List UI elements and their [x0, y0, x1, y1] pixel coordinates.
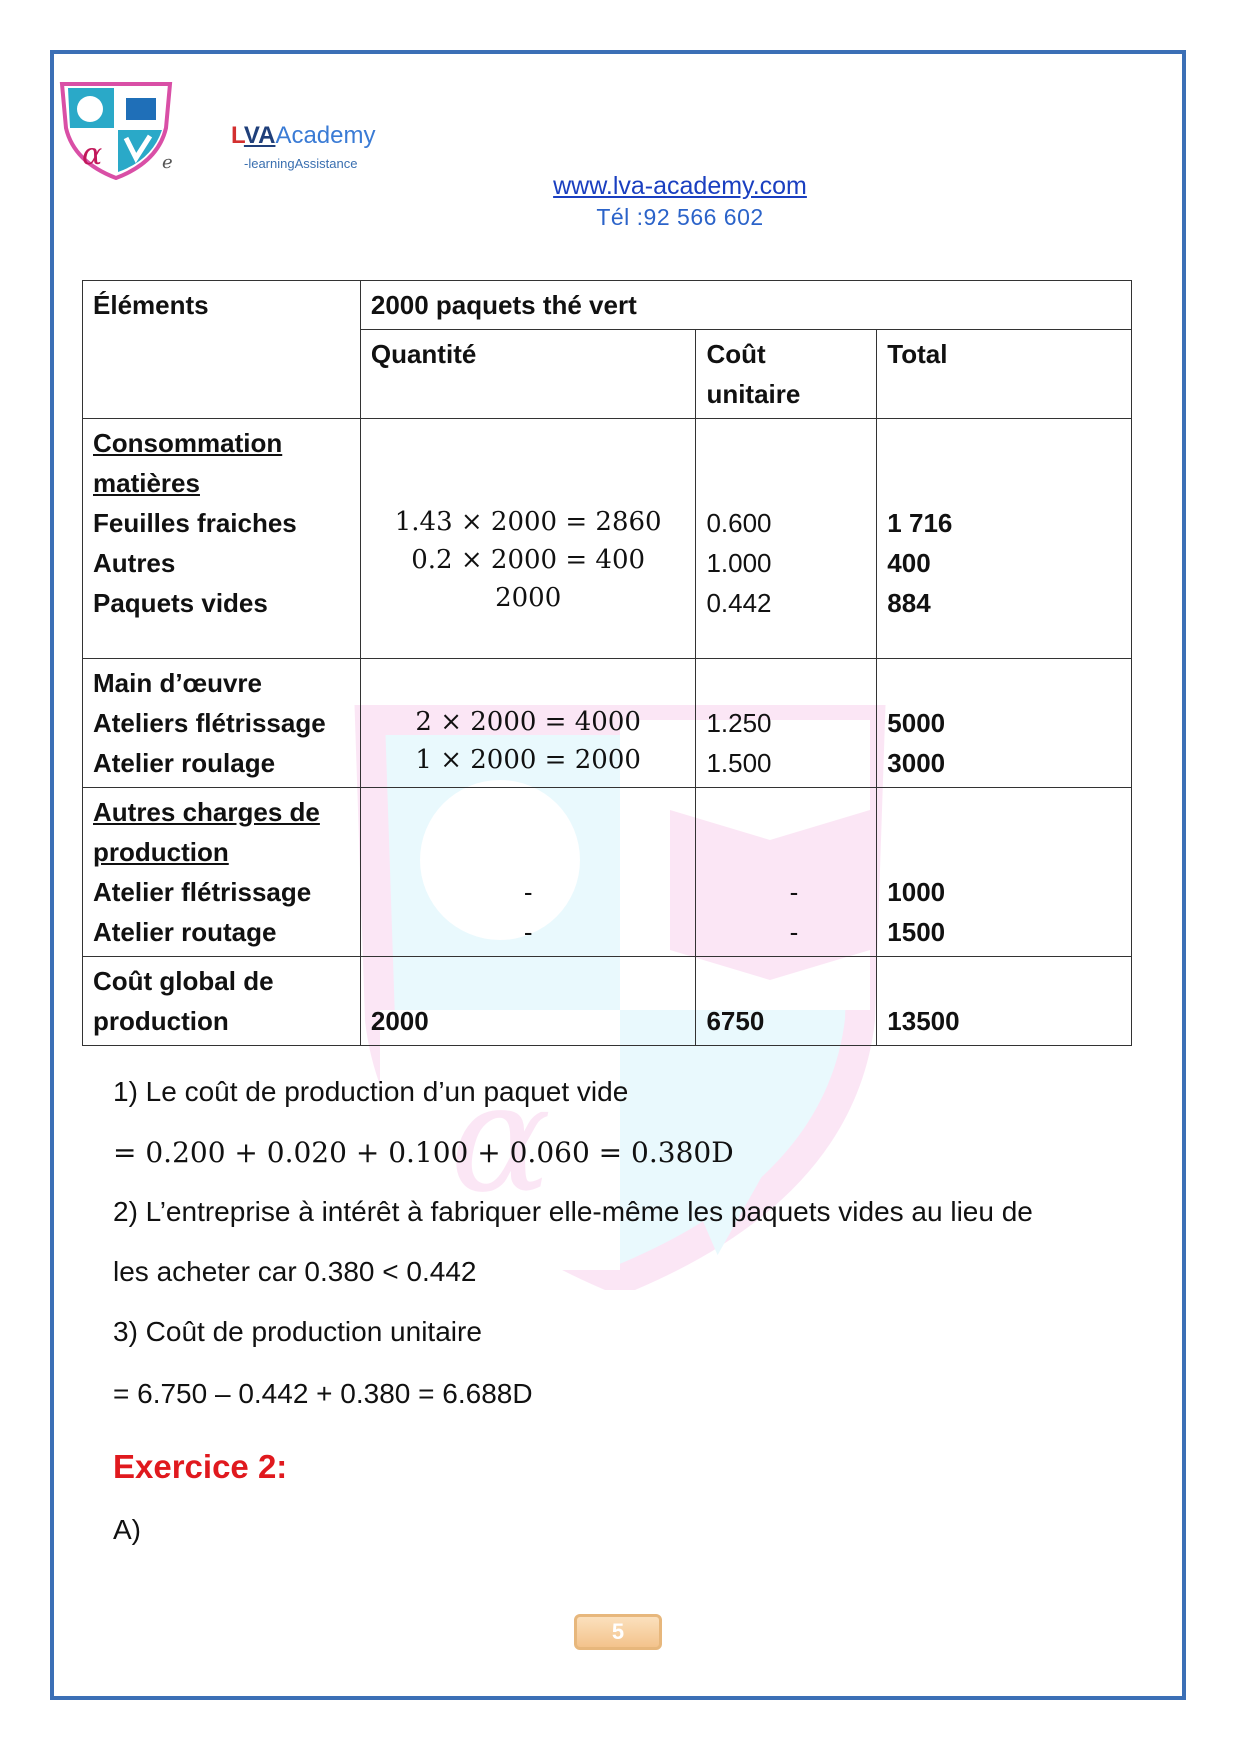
answer-2-continued: les acheter car 0.380 < 0.442 — [113, 1256, 477, 1287]
quantity-cell: 1.43 × 2000 = 2860 0.2 × 2000 = 400 2000 — [360, 419, 696, 659]
table-row — [83, 419, 1132, 659]
header-quantite: Quantité — [360, 330, 696, 419]
total-cell: 1000 1500 — [877, 788, 1132, 957]
quantity-cell: - - — [360, 788, 696, 957]
brand-tagline: -learningAssistance — [244, 156, 358, 171]
section-title: Autres charges de production — [93, 797, 320, 867]
element-label: Atelier routage — [93, 917, 277, 947]
table-row — [83, 957, 1132, 1046]
element-cell — [83, 419, 361, 659]
brand-name: LVAAcademy — [231, 122, 376, 149]
header-total: Total — [877, 330, 1132, 419]
unit-cost-cell: 0.600 1.000 0.442 — [696, 419, 877, 659]
header-elements: Éléments — [83, 281, 361, 419]
section-title: Consommation matières — [93, 428, 283, 498]
element-label: Ateliers flétrissage — [93, 708, 326, 738]
element-label: Atelier flétrissage — [93, 877, 312, 907]
academy-logo — [56, 78, 176, 180]
total-cell: 5000 3000 — [877, 659, 1132, 788]
header-cout-unitaire: Coût unitaire — [696, 330, 877, 419]
answer-1: 1) Le coût de production d’un paquet vide — [113, 1076, 629, 1107]
phone-number: Tél :92 566 602 — [596, 204, 764, 230]
element-cell — [83, 788, 361, 957]
total-cell: 13500 — [877, 957, 1132, 1046]
element-label: Atelier roulage — [93, 748, 276, 778]
logo-e-mark: e — [162, 152, 173, 173]
exercise-title: Exercice 2: — [113, 1448, 288, 1485]
svg-text:α: α — [82, 137, 103, 172]
svg-text:α: α — [450, 1052, 552, 1226]
unit-cost-cell: 6750 — [696, 957, 877, 1046]
quantity-cell: 2 × 2000 = 4000 1 × 2000 = 2000 — [360, 659, 696, 788]
answer-3-equation: = 6.750 – 0.442 + 0.380 = 6.688D — [113, 1378, 533, 1409]
unit-cost-cell: - - — [696, 788, 877, 957]
element-label: Autres — [93, 548, 176, 578]
element-label: Feuilles fraiches — [93, 508, 297, 538]
header-group: 2000 paquets thé vert — [360, 281, 1131, 330]
quantity-cell: 2000 — [360, 957, 696, 1046]
unit-cost-cell: 1.250 1.500 — [696, 659, 877, 788]
element-cell: Coût global de production — [83, 957, 361, 1046]
cost-table — [82, 280, 1132, 1046]
total-cell: 1 716 400 884 — [877, 419, 1132, 659]
page-number-badge: 5 — [574, 1614, 662, 1650]
element-label: Paquets vides — [93, 588, 268, 618]
website-link[interactable]: www.lva-academy.com — [553, 172, 807, 200]
answer-1-equation: = 0.200 + 0.020 + 0.100 + 0.060 = 0.380D — [113, 1136, 734, 1169]
table-row — [83, 659, 1132, 788]
table-header-row-1 — [83, 281, 1132, 330]
element-cell — [83, 659, 361, 788]
table-row — [83, 788, 1132, 957]
part-label: A) — [113, 1514, 141, 1545]
answer-2: 2) L’entreprise à intérêt à fabriquer elle-même les paquets vides au lieu de — [113, 1196, 1033, 1227]
section-title: Main d’œuvre — [93, 668, 263, 698]
answer-3: 3) Coût de production unitaire — [113, 1316, 482, 1347]
